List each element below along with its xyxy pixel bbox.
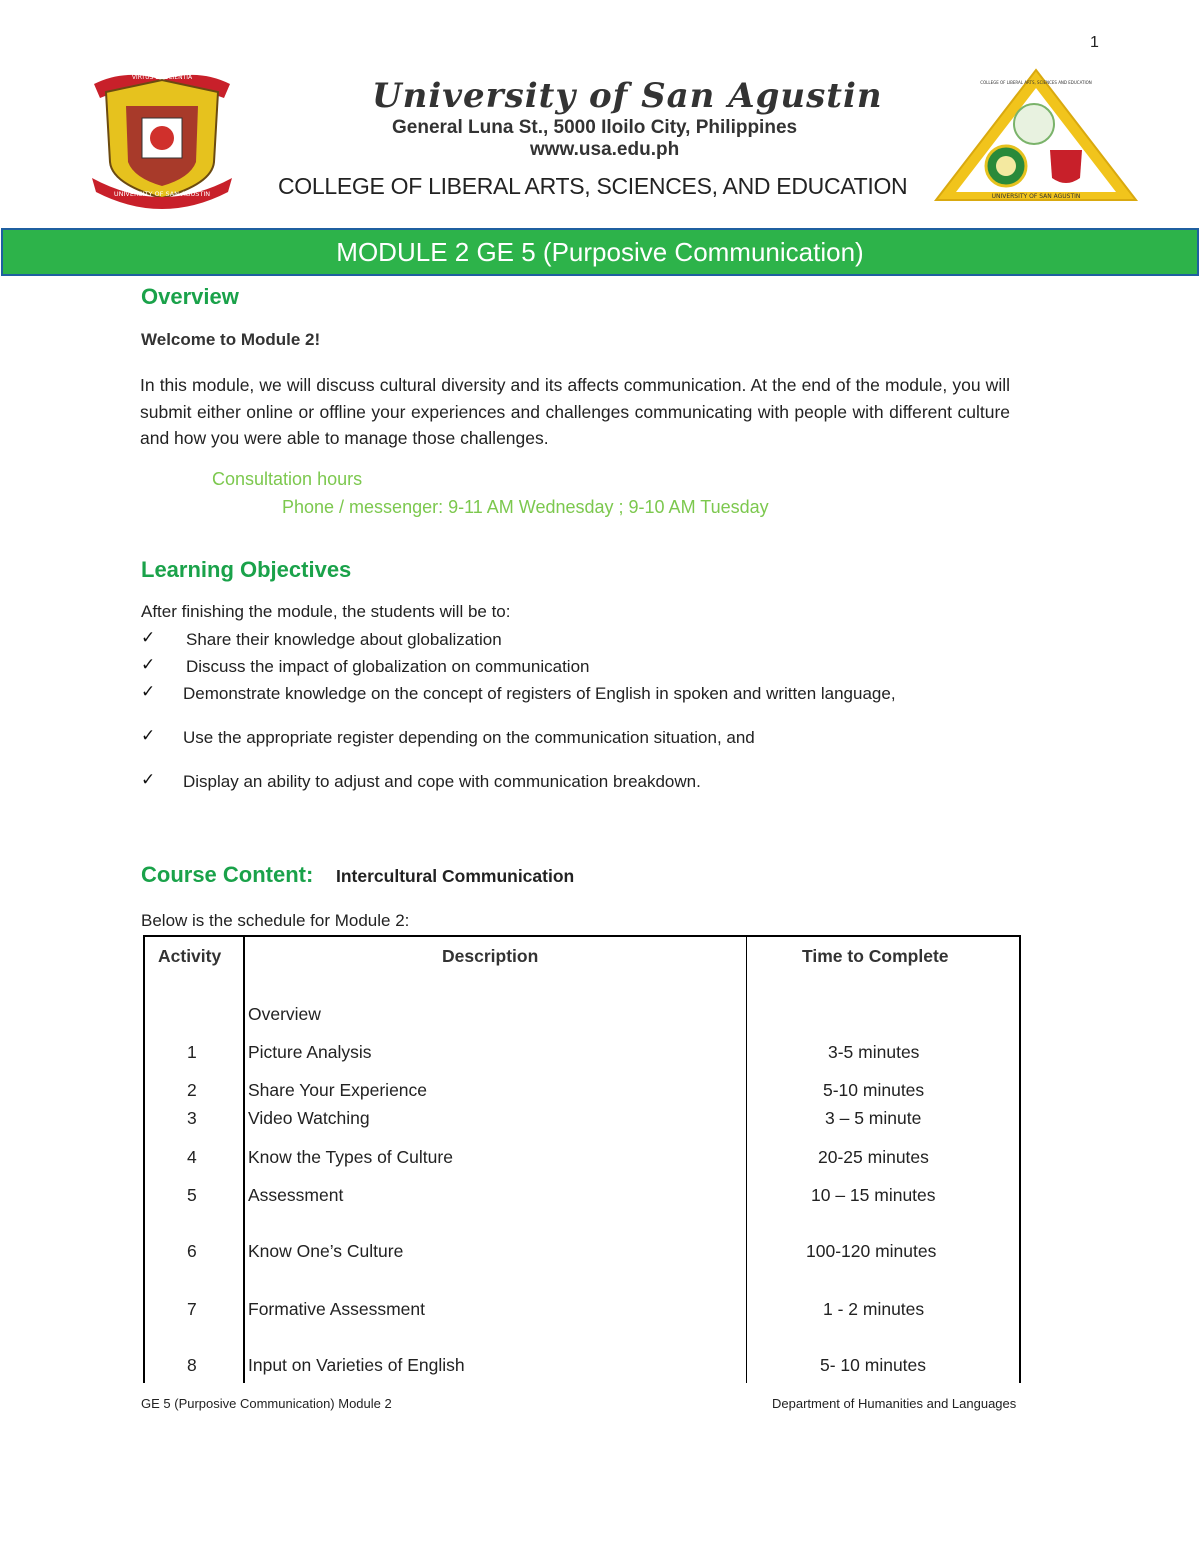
- row-activity: 5: [187, 1185, 197, 1205]
- row-time: 1 - 2 minutes: [823, 1299, 925, 1319]
- row-time: 100-120 minutes: [806, 1241, 937, 1261]
- table-top-border: [143, 935, 1021, 937]
- objectives-intro: After finishing the module, the students will be to:: [141, 602, 511, 621]
- table-left-border: [143, 935, 145, 1383]
- row-description: Video Watching: [248, 1108, 370, 1128]
- row-time: 10 – 15 minutes: [811, 1185, 936, 1205]
- row-activity: 4: [187, 1147, 197, 1167]
- seal-motto-text: VIRTUS ET SCIENTIA: [131, 74, 193, 81]
- row-time: 5-10 minutes: [823, 1080, 925, 1100]
- consultation-detail: Phone / messenger: 9-11 AM Wednesday ; 9-10 AM Tuesday: [282, 497, 769, 517]
- footer-course: GE 5 (Purposive Communication) Module 2: [141, 1396, 392, 1411]
- emblem-college-text: COLLEGE OF LIBERAL ARTS, SCIENCES AND EDUCATION: [980, 80, 1092, 85]
- objective-item: Discuss the impact of globalization on communication: [186, 657, 590, 676]
- welcome-text: Welcome to Module 2!: [141, 330, 321, 349]
- row-activity: 1: [187, 1042, 197, 1062]
- emblem-name-text: UNIVERSITY OF SAN AGUSTIN: [991, 193, 1081, 200]
- check-icon: ✓: [141, 726, 156, 745]
- column-divider: [243, 935, 245, 1383]
- footer-department: Department of Humanities and Languages: [772, 1396, 1017, 1411]
- check-icon: ✓: [141, 628, 156, 647]
- row-time: 5- 10 minutes: [820, 1355, 927, 1375]
- row-activity: 8: [187, 1355, 197, 1375]
- row-description: Know the Types of Culture: [248, 1147, 453, 1167]
- college-triangle-emblem: [930, 66, 1142, 206]
- row-activity: 2: [187, 1080, 197, 1100]
- row-description: Share Your Experience: [248, 1080, 428, 1100]
- schedule-table: [143, 935, 1021, 1383]
- header-description: Description: [442, 946, 539, 966]
- row-description: Picture Analysis: [248, 1042, 372, 1062]
- university-seal-logo: [86, 66, 238, 210]
- row-time: 20-25 minutes: [818, 1147, 929, 1167]
- header-activity: Activity: [158, 946, 222, 966]
- college-name: COLLEGE OF LIBERAL ARTS, SCIENCES, AND EDUCATION: [278, 173, 908, 199]
- course-content-heading: Course Content:: [141, 862, 314, 887]
- objective-item: Share their knowledge about globalization: [186, 630, 502, 649]
- objective-item: Display an ability to adjust and cope with communication breakdown.: [183, 772, 701, 791]
- row-activity: 7: [187, 1299, 197, 1319]
- overview-heading: Overview: [141, 284, 239, 309]
- row-description: Overview: [248, 1004, 321, 1024]
- check-icon: ✓: [141, 770, 156, 789]
- check-icon: ✓: [141, 682, 156, 701]
- check-icon: ✓: [141, 655, 156, 674]
- row-description: Input on Varieties of English: [248, 1355, 465, 1375]
- row-description: Formative Assessment: [248, 1299, 425, 1319]
- university-address: General Luna St., 5000 Iloilo City, Philippines: [392, 117, 798, 138]
- row-activity: 6: [187, 1241, 197, 1261]
- consultation-label: Consultation hours: [212, 469, 363, 489]
- header-time: Time to Complete: [802, 946, 949, 966]
- table-right-border: [1019, 935, 1021, 1383]
- objective-item: Use the appropriate register depending on the communication situation, and: [183, 728, 755, 747]
- page-number: 1: [1090, 34, 1099, 51]
- column-divider: [746, 935, 747, 1383]
- objective-item: Demonstrate knowledge on the concept of registers of English in spoken and written language,: [183, 684, 896, 703]
- row-time: 3 – 5 minute: [825, 1108, 922, 1128]
- university-website: www.usa.edu.ph: [530, 139, 680, 160]
- row-description: Know One’s Culture: [248, 1241, 404, 1261]
- row-time: 3-5 minutes: [828, 1042, 920, 1062]
- objectives-heading: Learning Objectives: [141, 557, 352, 582]
- module-title-banner: MODULE 2 GE 5 (Purposive Communication): [1, 228, 1199, 276]
- overview-paragraph: In this module, we will discuss cultural diversity and its affects communication. At the end of the module, you will submit either online or offline your experiences and challenges communicating with people with different culture and how you were able to manage those challenges.: [140, 375, 1010, 448]
- row-description: Assessment: [248, 1185, 344, 1205]
- course-topic: Intercultural Communication: [336, 866, 575, 886]
- schedule-intro: Below is the schedule for Module 2:: [141, 911, 410, 930]
- seal-name-text: UNIVERSITY OF SAN AGUSTIN: [113, 190, 211, 198]
- row-activity: 3: [187, 1108, 197, 1128]
- university-name: University of San Agustin: [372, 76, 883, 116]
